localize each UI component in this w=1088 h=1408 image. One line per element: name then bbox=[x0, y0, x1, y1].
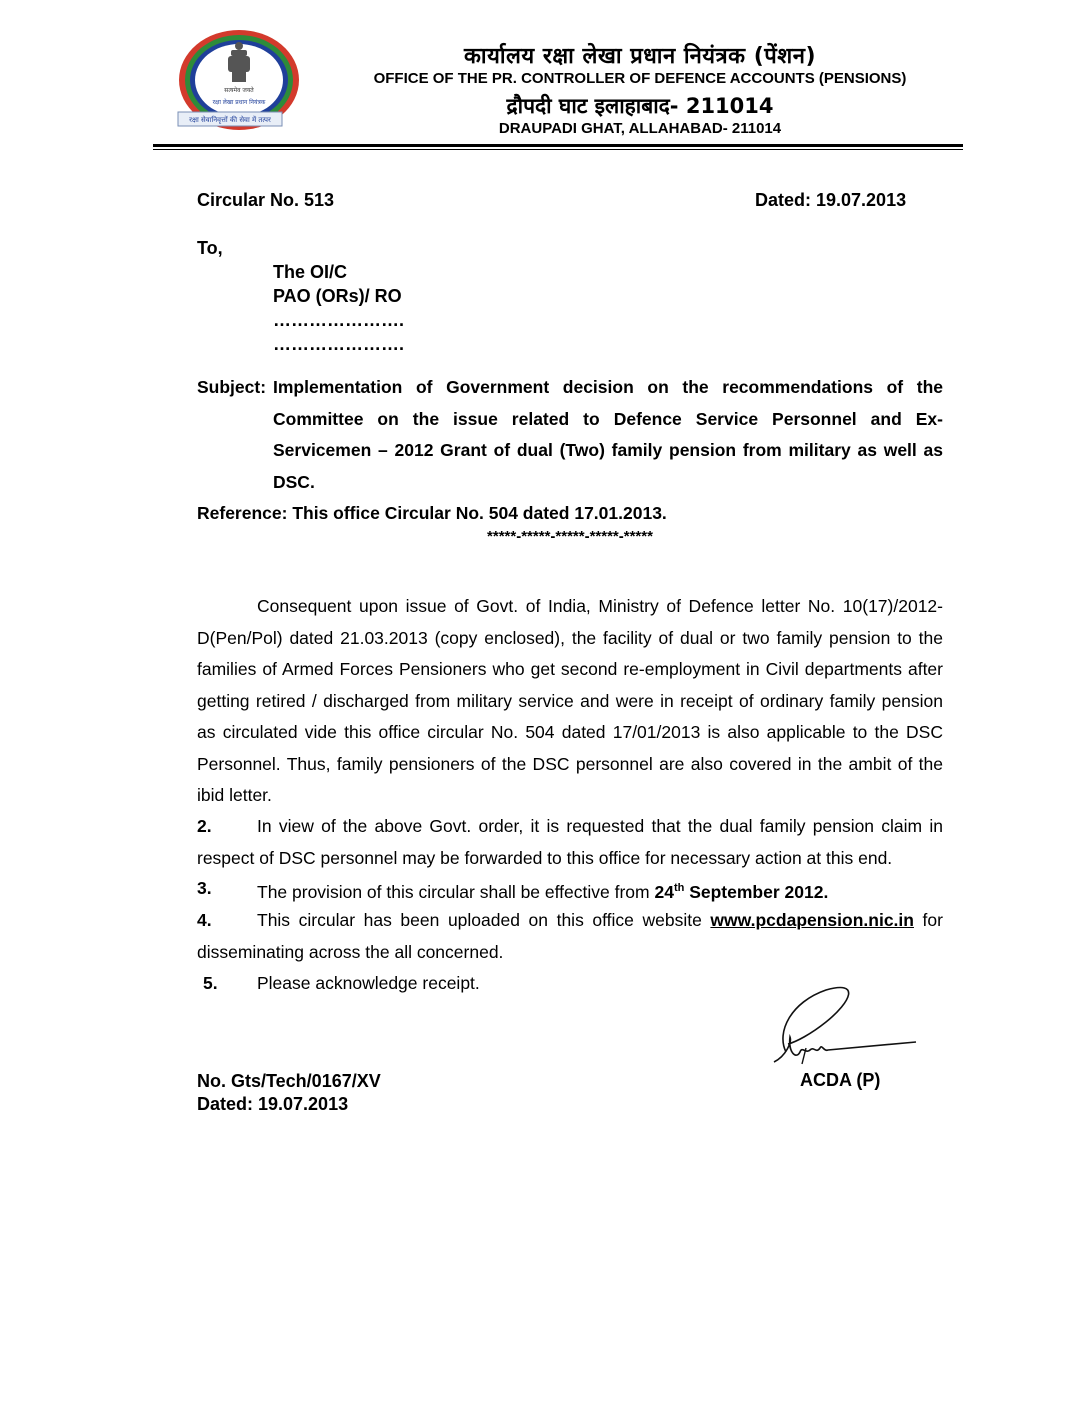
paragraph-3-text bbox=[197, 873, 943, 908]
emblem-seal-icon bbox=[176, 28, 302, 140]
addressee-line: PAO (ORs)/ RO bbox=[273, 286, 402, 306]
paragraph-4-tail: for disseminating across the all concerned. bbox=[197, 910, 943, 962]
logo-ring-text: रक्षा लेखा प्रधान नियंत्रक bbox=[212, 99, 266, 106]
subject-label: Subject: bbox=[197, 377, 267, 397]
addressee-block bbox=[273, 260, 404, 356]
circular-number: Circular No. 513 bbox=[197, 190, 335, 210]
reference-number: No. Gts/Tech/0167/XV bbox=[197, 1071, 381, 1091]
signatory-designation: ACDA (P) bbox=[800, 1070, 881, 1090]
paragraph-2 bbox=[197, 811, 943, 874]
paragraph-5-text: Please acknowledge receipt. bbox=[257, 973, 480, 993]
paragraph-3-lead: The provision of this circular shall be effective from bbox=[257, 881, 655, 902]
to-label: To, bbox=[197, 238, 223, 258]
paragraph-4-text bbox=[197, 905, 943, 968]
footer-date: Dated: 19.07.2013 bbox=[197, 1094, 349, 1114]
addressee-line: …………………. bbox=[273, 310, 405, 330]
office-title-english: OFFICE OF THE PR. CONTROLLER OF DEFENCE ACCOUNTS (PENSIONS) bbox=[373, 70, 907, 87]
reference-line: Reference: This office Circular No. 504 dated 17.01.2013. bbox=[197, 503, 667, 523]
paragraph-number: 5. bbox=[203, 973, 218, 993]
paragraph-number: 2. bbox=[197, 816, 212, 836]
effective-date-suffix: th bbox=[673, 882, 685, 894]
paragraph-1 bbox=[197, 591, 943, 812]
effective-date bbox=[654, 882, 828, 902]
office-address-english: DRAUPADI GHAT, ALLAHABAD- 211014 bbox=[498, 120, 782, 137]
subject-block bbox=[197, 372, 943, 498]
paragraph-3 bbox=[197, 873, 943, 908]
paragraph-4-lead: This circular has been uploaded on this office website bbox=[257, 910, 711, 930]
paragraph-1-text: Consequent upon issue of Govt. of India, Ministry of Defence letter No. 10(17)/2012-D(Pen/Pol) dated 21.03.2013 (copy enclosed), the facility of dual or two family pension to the families of Armed Forces Pensioners who get second re-employment in Civil departments after getting retired / discharged from military service and were in receipt of ordinary family pension as circulated vide this office circular No. 504 dated 17/01/2013 is also applicable to the DSC Personnel. Thus, family pensioners of the DSC personnel are also covered in the ambit of the ibid letter. bbox=[197, 596, 943, 805]
logo-ribbon-text: रक्षा सेवानिवृत्तों की सेवा में तत्पर bbox=[189, 116, 271, 124]
website-link[interactable]: www.pcdapension.nic.in bbox=[710, 910, 914, 930]
office-title-hindi: कार्यालय रक्षा लेखा प्रधान नियंत्रक (पेंशन) bbox=[463, 44, 817, 69]
header-rule-thin bbox=[153, 149, 963, 150]
effective-date-rest: September 2012. bbox=[684, 881, 829, 902]
circular-date: Dated: 19.07.2013 bbox=[755, 190, 907, 210]
effective-date-day: 24 bbox=[654, 881, 674, 902]
paragraph-number: 3. bbox=[197, 878, 212, 898]
separator: *****-*****-*****-*****-***** bbox=[487, 528, 653, 545]
paragraph-2-text: In view of the above Govt. order, it is requested that the dual family pension claim in respect of DSC personnel may be forwarded to this office for necessary action at this end. bbox=[197, 816, 943, 868]
paragraph-4 bbox=[197, 905, 943, 968]
header-rule-thick bbox=[153, 144, 963, 147]
addressee-line: The OI/C bbox=[273, 262, 348, 282]
paragraph-number: 4. bbox=[197, 910, 212, 930]
reference-number-block bbox=[197, 1070, 381, 1116]
subject-text: Implementation of Government decision on the recommendations of the Committee on the issue related to Defence Service Personnel and Ex-Servicemen – 2012 Grant of dual (Two) family pension from military as well as DSC. bbox=[273, 377, 943, 492]
addressee-line: …………………. bbox=[273, 334, 405, 354]
logo-banner-text: सत्यमेव जयते bbox=[224, 87, 254, 94]
office-address-hindi: द्रौपदी घाट इलाहाबाद- 211014 bbox=[506, 94, 774, 118]
handwritten-signature-icon bbox=[766, 982, 936, 1074]
